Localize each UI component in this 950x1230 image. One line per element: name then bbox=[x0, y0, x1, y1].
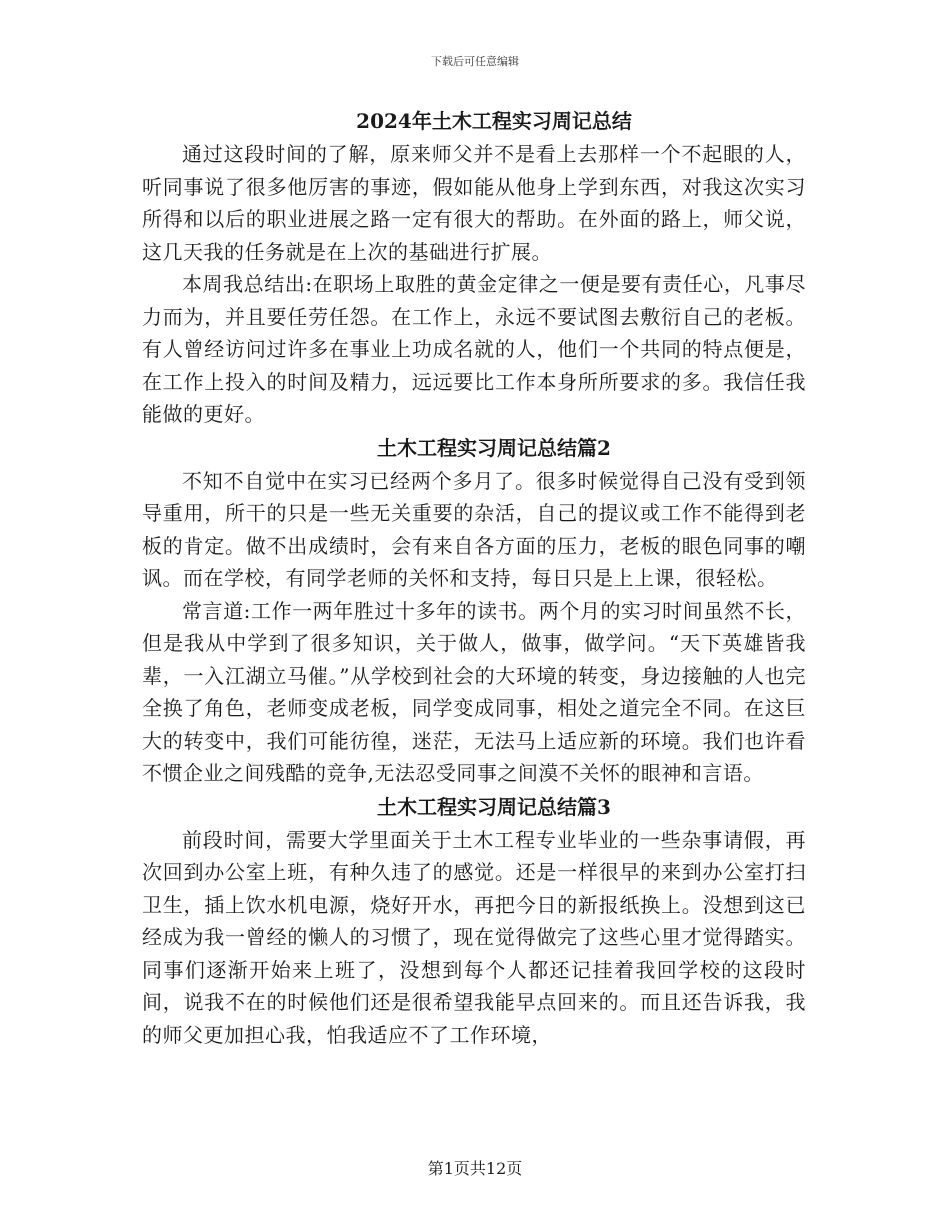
document-title: 2024年土木工程实习周记总结 bbox=[356, 109, 632, 133]
paragraph: 常言道:工作一两年胜过十多年的读书。两个月的实习时间虽然不长，但是我从中学到了很多知识，关于做人，做事，做学问。“天下英雄皆我辈，一入江湖立马催。”从学校到社会的大环境的转变，身边接触的人也完全换了角色，老师变成老板，同学变成同事，相处之道完全不同。在这巨大的转变中，我们可能彷徨，迷茫，无法马上适应新的环境。我们也许看不惯企业之间残酷的竞争,无法忍受同事之间漠不关怀的眼神和言语。 bbox=[142, 598, 806, 785]
paragraph: 通过这段时间的了解，原来师父并不是看上去那样一个不起眼的人，听同事说了很多他厉害的事迹，假如能从他身上学到东西，对我这次实习所得和以后的职业进展之路一定有很大的帮助。在外面的路上，师父说，这几天我的任务就是在上次的基础进行扩展。 bbox=[142, 142, 806, 264]
section-2 bbox=[142, 433, 806, 790]
section-3 bbox=[142, 792, 806, 1052]
document-content bbox=[142, 106, 806, 1051]
section-heading: 土木工程实习周记总结篇2 bbox=[377, 435, 611, 460]
header-note: 下载后可任意编辑 bbox=[431, 55, 519, 68]
paragraph: 前段时间，需要大学里面关于土木工程专业毕业的一些杂事请假，再次回到办公室上班，有种久违了的感觉。还是一样很早的来到办公室打扫卫生，插上饮水机电源，烧好开水，再把今日的新报纸换上。没想到这已经成为我一曾经的懒人的习惯了，现在觉得做完了这些心里才觉得踏实。同事们逐渐开始来上班了，没想到每个人都还记挂着我回学校的这段时间，说我不在的时候他们还是很希望我能早点回来的。而且还告诉我，我的师父更加担心我，怕我适应不了工作环境， bbox=[142, 827, 806, 1047]
section-heading: 土木工程实习周记总结篇3 bbox=[377, 794, 611, 819]
page-number: 第1页共12页 bbox=[427, 1159, 523, 1178]
section-1 bbox=[142, 138, 806, 431]
paragraph: 不知不自觉中在实习已经两个多月了。很多时候觉得自己没有受到领导重用，所干的只是一些无关重要的杂活，自己的提议或工作不能得到老板的肯定。做不出成绩时，会有来自各方面的压力，老板的眼色同事的嘲讽。而在学校，有同学老师的关怀和支持，每日只是上上课，很轻松。 bbox=[142, 468, 806, 590]
paragraph: 本周我总结出:在职场上取胜的黄金定律之一便是要有责任心，凡事尽力而为，并且要任劳任怨。在工作上，永远不要试图去敷衍自己的老板。有人曾经访问过许多在事业上功成名就的人，他们一个共同的特点便是，在工作上投入的时间及精力，远远要比工作本身所所要求的多。我信任我能做的更好。 bbox=[142, 272, 806, 426]
